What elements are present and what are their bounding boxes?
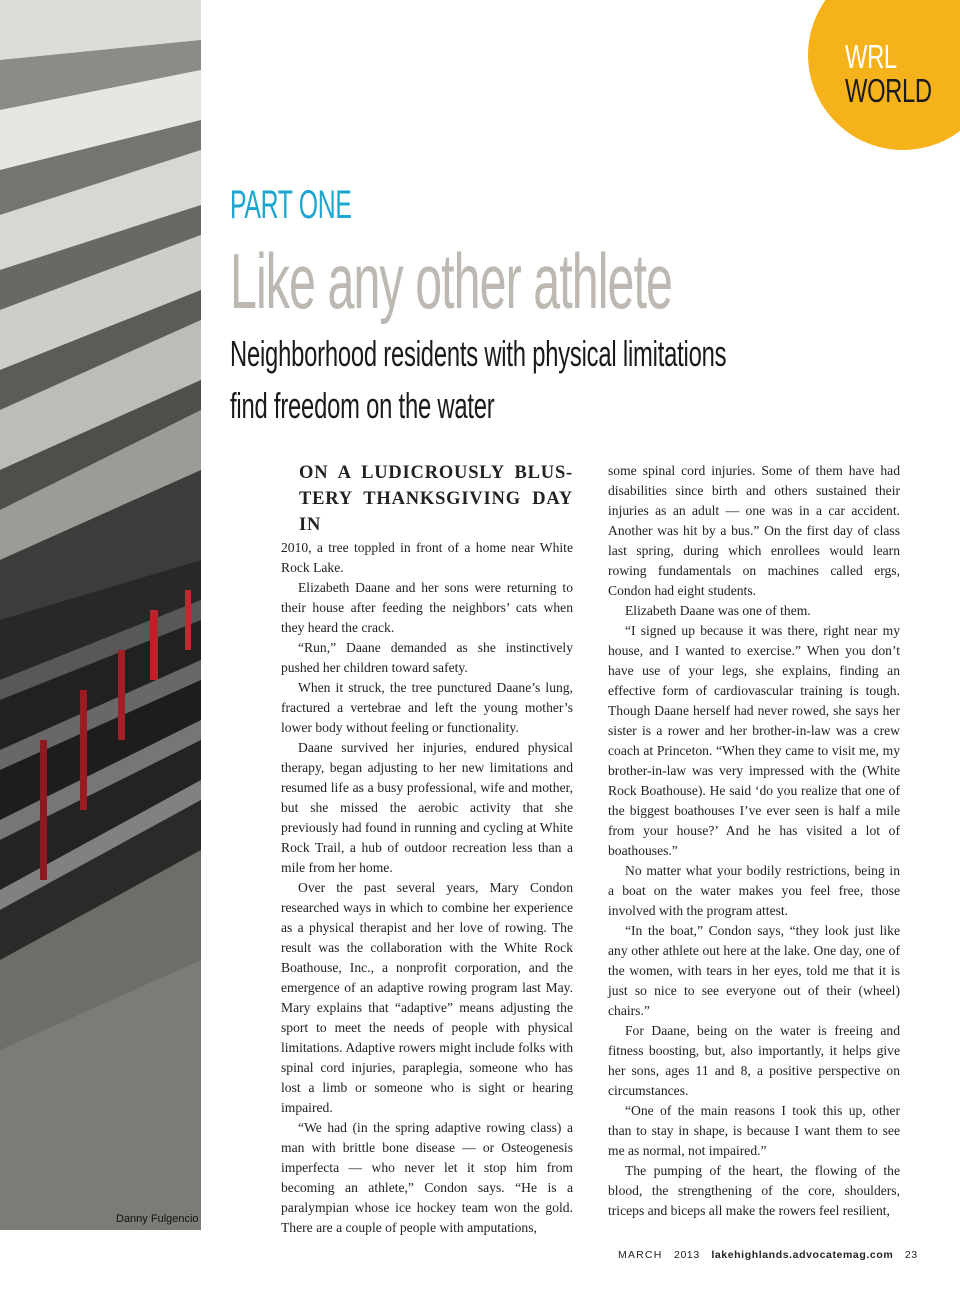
photo-credit: Danny Fulgencio <box>116 1213 199 1225</box>
paragraph: For Daane, being on the water is freeing and fitness boosting, but, also importantly, it helps give her sons, ages 11 and 8, a positive perspective on circumstances. <box>608 1023 900 1098</box>
paragraph: Elizabeth Daane was one of them. <box>625 603 811 618</box>
paragraph: No matter what your bodily restrictions, being in a boat on the water makes you feel free, those involved with the program attest. <box>608 863 900 918</box>
deck-line-2: find freedom on the water <box>230 385 495 426</box>
paragraph: The pumping of the heart, the flowing of the blood, the strengthening of the core, shoulders, triceps and biceps all make the rowers feel resilient, <box>608 1163 900 1218</box>
lead-line-2: TERY THANKSGIVING DAY IN <box>299 489 573 535</box>
paragraph: Daane survived her injuries, endured physical therapy, began adjusting to her new limitations and resumed life as a busy professional, wife and mother, but she missed the aerobic activity that she previously had found in running and cycling at White Rock Trail, a hub of outdoor recreation less than a mile from her home. <box>281 740 573 875</box>
paragraph: “Run,” Daane demanded as she instinctively pushed her children toward safety. <box>281 640 573 675</box>
section-badge-line2: WORLD <box>845 72 932 109</box>
article-kicker: PART ONE <box>230 183 352 227</box>
paragraph: 2010, a tree toppled in front of a home near White Rock Lake. <box>281 540 573 575</box>
boathouse-photo <box>0 0 201 1230</box>
paragraph: “I signed up because it was there, right near my house, and I wanted to exercise.” When you don’t have use of your legs, she explains, finding an effective form of cardiovascular training is tough. Though Daane herself had never rowed, she says her sister is a rower and her brother-in-law was a crew coach at Princeton. “When they came to visit me, my brother-in-law was very impressed with the (White Rock Boathouse). He said ‘do you realize that one of the biggest boathouses I’ve ever seen is half a mile from your house?’ And he has visited a lot of boathouses.” <box>608 623 900 858</box>
footer-month: MARCH <box>618 1249 663 1261</box>
article-column-2 <box>608 461 900 1221</box>
footer-site: lakehighlands.advocatemag.com <box>711 1249 894 1261</box>
section-badge-label <box>845 40 932 108</box>
boathouse-illustration <box>0 0 201 1230</box>
paragraph: “One of the main reasons I took this up, other than to stay in shape, is because I want them to see me as normal, not impaired.” <box>608 1103 900 1158</box>
article-headline: Like any other athlete <box>230 237 672 325</box>
article-column-1 <box>281 460 573 1238</box>
paragraph: Elizabeth Daane and her sons were returning to their house after feeding the neighbors’ cats when they heard the crack. <box>281 580 573 635</box>
article-deck <box>230 328 726 432</box>
footer-year: 2013 <box>674 1249 700 1261</box>
lead-line-1: ON A LUDICROUSLY BLUS- <box>299 463 573 483</box>
paragraph: When it struck, the tree punctured Daane’s lung, fractured a vertebrae and left the young mother’s lower body without feeling or functionality. <box>281 680 573 735</box>
page-footer <box>618 1249 918 1261</box>
section-badge-line1: WRL <box>845 38 897 75</box>
paragraph: “We had (in the spring adaptive rowing class) a man with brittle bone disease — or Osteogenesis imperfecta — who never let it stop him from becoming an athlete,” Condon says. “He is a paralympian whose ice hockey team won the gold. There are a couple of people with amputations, <box>281 1120 573 1235</box>
paragraph: some spinal cord injuries. Some of them have had disabilities since birth and others sustained their injuries as an adult — one was in a car accident. Another was hit by a bus.” On the first day of class last spring, during which enrollees would learn rowing fundamentals on machines called ergs, Condon had eight students. <box>608 463 900 598</box>
paragraph: Over the past several years, Mary Condon researched ways in which to combine her experience as a physical therapist and her love of rowing. The result was the collaboration with the White Rock Boathouse, Inc., a nonprofit corporation, and the emergence of an adaptive rowing program last May. Mary explains that “adaptive” means adjusting the sport to meet the needs of people with physical limitations. Adaptive rowers might include folks with spinal cord injuries, paraplegia, someone who has lost a limb or someone who is sight or hearing impaired. <box>281 880 573 1115</box>
page-number: 23 <box>904 1249 918 1261</box>
deck-line-1: Neighborhood residents with physical limitations <box>230 333 727 374</box>
paragraph: “In the boat,” Condon says, “they look just like any other athlete out here at the lake. One day, one of the women, with tears in her eyes, told me that it is just so nice to see everyone out of their (wheel) chairs.” <box>608 923 900 1018</box>
